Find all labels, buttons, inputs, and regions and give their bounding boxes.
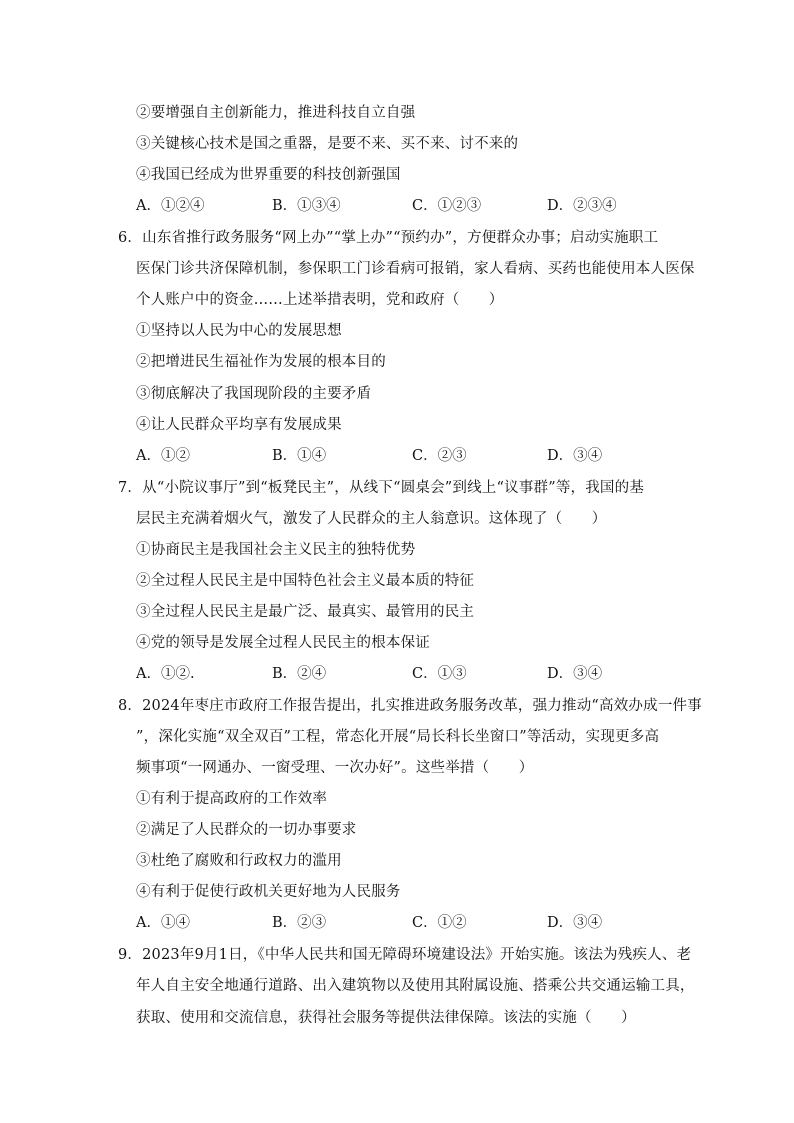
q7-item-3: ③全过程人民民主是最广泛、最真实、最管用的民主 — [136, 604, 475, 620]
q7-stem-line-2: 层民主充满着烟火气，激发了人民群众的主人翁意识。这体现了（ ） — [136, 511, 607, 527]
q7-option-a: A．①②. — [136, 666, 195, 682]
q8-stem-line-3: 频事项“一网通办、一窗受理、一次办好”。这些举措（ ） — [136, 760, 534, 776]
q8-option-d: D．③④ — [547, 915, 603, 931]
q6-stem-line-2: 医保门诊共济保障机制，参保职工门诊看病可报销，家人看病、买药也能使用本人医保 — [136, 261, 695, 277]
q6-option-a: A．①② — [136, 448, 190, 464]
q8-option-c: C．①② — [412, 915, 467, 931]
q5-item-3: ③关键核心技术是国之重器，是要不来、买不来、讨不来的 — [136, 136, 519, 152]
q8-stem-line-2: ”，深化实施“双全双百”工程，常态化开展“局长科长坐窗口”等活动，实现更多高 — [136, 729, 660, 745]
q9-stem-line-1: 9．2023年9月1日，《中华人民共和国无障碍环境建设法》开始实施。该法为残疾人、老 — [118, 947, 692, 963]
q7-item-1: ①协商民主是我国社会主义民主的独特优势 — [136, 542, 416, 558]
q6-stem-line-3: 个人账户中的资金……上述举措表明，党和政府（ ） — [136, 292, 504, 308]
q8-item-3: ③杜绝了腐败和行政权力的滥用 — [136, 853, 342, 869]
q5-option-b: B．①③④ — [272, 198, 341, 214]
q9-stem-line-3: 获取、使用和交流信息，获得社会服务等提供法律保障。该法的实施（ ） — [136, 1010, 636, 1026]
q6-item-1: ①坚持以人民为中心的发展思想 — [136, 323, 342, 339]
q6-option-b: B．①④ — [272, 448, 327, 464]
q7-option-c: C．①③ — [412, 666, 467, 682]
q6-item-3: ③彻底解决了我国现阶段的主要矛盾 — [136, 386, 372, 402]
q8-option-a: A．①④ — [136, 915, 190, 931]
q8-stem-line-1: 8．2024年枣庄市政府工作报告提出，扎实推进政务服务改革，强力推动“高效办成一件事 — [118, 698, 702, 714]
q6-stem-line-1: 6．山东省推行政务服务“网上办”“掌上办”“预约办”，方便群众办事；启动实施职工 — [118, 230, 659, 246]
q8-item-4: ④有利于促使行政机关更好地为人民服务 — [136, 884, 401, 900]
q5-option-c: C．①②③ — [412, 198, 482, 214]
q8-option-b: B．②③ — [272, 915, 327, 931]
q6-option-d: D．③④ — [547, 448, 603, 464]
q7-stem-line-1: 7．从“小院议事厅”到“板凳民主”，从线下“圆桌会”到线上“议事群”等，我国的基 — [118, 480, 645, 496]
q6-option-c: C．②③ — [412, 448, 467, 464]
q7-option-d: D．③④ — [547, 666, 603, 682]
q7-item-2: ②全过程人民民主是中国特色社会主义最本质的特征 — [136, 573, 475, 589]
q8-item-2: ②满足了人民群众的一切办事要求 — [136, 822, 357, 838]
q6-item-2: ②把增进民生福祉作为发展的根本目的 — [136, 354, 386, 370]
q6-item-4: ④让人民群众平均享有发展成果 — [136, 417, 342, 433]
q7-item-4: ④党的领导是发展全过程人民民主的根本保证 — [136, 635, 430, 651]
q9-stem-line-2: 年人自主安全地通行道路、出入建筑物以及使用其附属设施、搭乘公共交通运输工具， — [136, 978, 695, 994]
q7-option-b: B．②④ — [272, 666, 327, 682]
q5-item-2: ②要增强自主创新能力，推进科技自立自强 — [136, 105, 416, 121]
q8-item-1: ①有利于提高政府的工作效率 — [136, 791, 328, 807]
q5-item-4: ④我国已经成为世界重要的科技创新强国 — [136, 167, 401, 183]
q5-option-a: A．①②④ — [136, 198, 205, 214]
q5-option-d: D．②③④ — [547, 198, 617, 214]
